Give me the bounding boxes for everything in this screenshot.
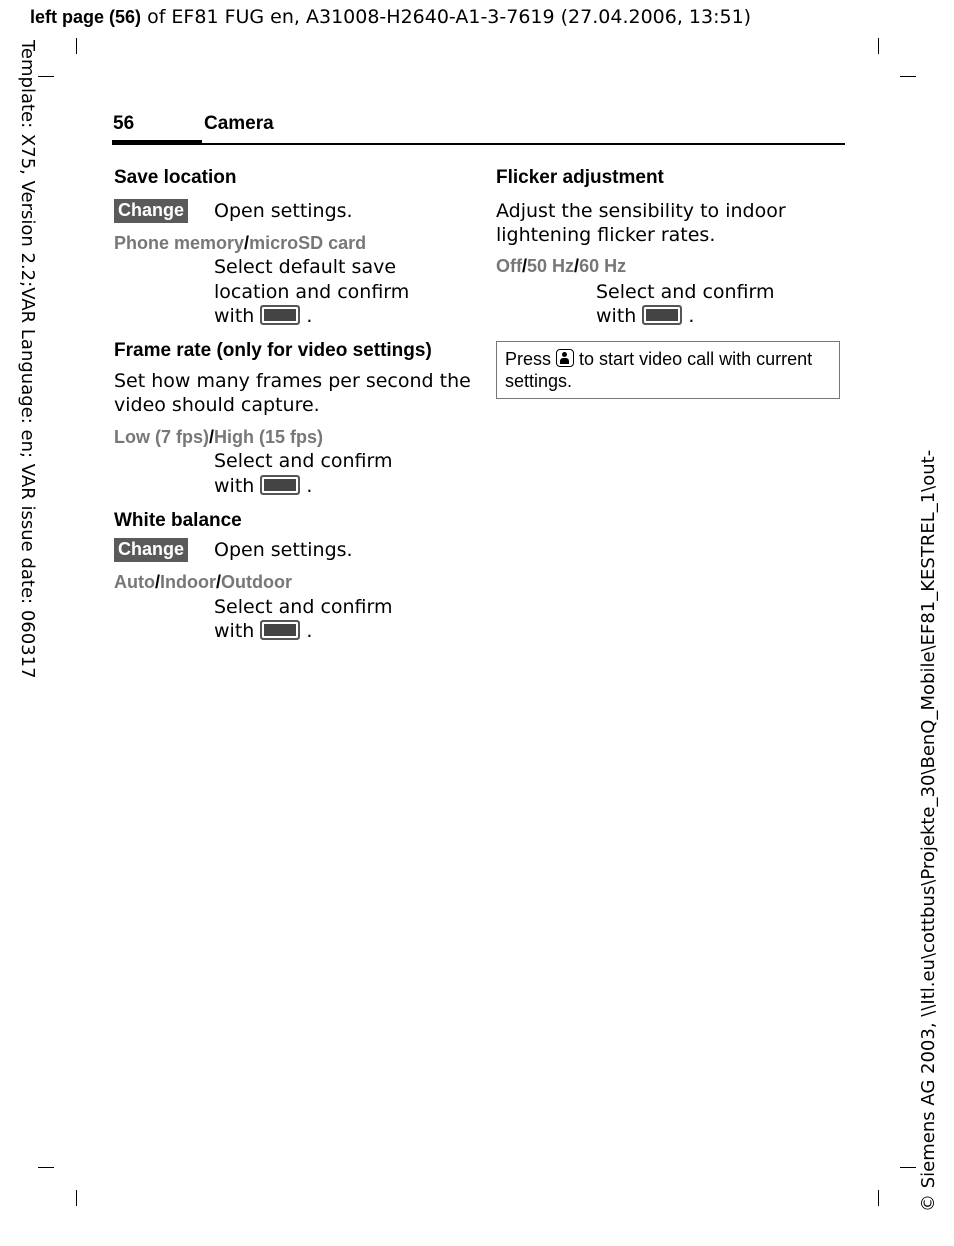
option: 50 Hz bbox=[527, 256, 575, 276]
option-separator: / bbox=[216, 572, 222, 592]
instruction-line bbox=[214, 474, 312, 499]
print-metadata bbox=[30, 6, 751, 28]
flicker-adjustment-heading: Flicker adjustment bbox=[496, 167, 664, 188]
option-list bbox=[114, 427, 323, 448]
change-softkey: Change bbox=[114, 538, 188, 562]
crop-mark bbox=[38, 1167, 54, 1168]
crop-mark bbox=[76, 38, 77, 54]
header-rule bbox=[112, 143, 845, 145]
instruction-line bbox=[214, 619, 312, 644]
video-call-key-icon bbox=[556, 349, 574, 367]
center-key-icon bbox=[260, 620, 300, 640]
instruction-line: location and confirm bbox=[214, 281, 410, 303]
option-separator: / bbox=[244, 233, 250, 253]
crop-mark bbox=[878, 1190, 879, 1206]
description-line: video should capture. bbox=[114, 394, 320, 416]
option-list bbox=[114, 572, 292, 593]
center-key-icon bbox=[260, 305, 300, 325]
save-location-heading: Save location bbox=[114, 167, 237, 188]
template-info-vertical: Template: X75, Version 2.2;VAR Language: en; VAR issue date: 060317 bbox=[17, 40, 38, 679]
description-line: Set how many frames per second the bbox=[114, 370, 471, 392]
crop-mark bbox=[38, 76, 54, 77]
crop-mark bbox=[900, 1167, 916, 1168]
option: Auto bbox=[114, 572, 155, 592]
instruction-word: with bbox=[214, 305, 255, 327]
instruction-line: Select default save bbox=[214, 256, 397, 278]
period: . bbox=[306, 620, 313, 642]
softkey-description: Open settings. bbox=[214, 200, 353, 222]
page-number: 56 bbox=[113, 113, 135, 134]
crop-mark bbox=[900, 76, 916, 77]
option: 60 Hz bbox=[579, 256, 627, 276]
option: Indoor bbox=[160, 572, 216, 592]
period: . bbox=[306, 305, 313, 327]
option: Outdoor bbox=[221, 572, 292, 592]
instruction-word: with bbox=[596, 305, 637, 327]
note-word: Press bbox=[505, 349, 552, 369]
option: Low (7 fps) bbox=[114, 427, 209, 447]
option-list bbox=[114, 233, 366, 254]
center-key-icon bbox=[642, 305, 682, 325]
instruction-line: Select and confirm bbox=[214, 596, 393, 618]
description-line: Adjust the sensibility to indoor bbox=[496, 200, 786, 222]
instruction-line bbox=[214, 304, 312, 329]
option: microSD card bbox=[249, 233, 367, 253]
print-file-info: of EF81 FUG en, A31008-H2640-A1-3-7619 (27.04.2006, 13:51) bbox=[141, 6, 752, 28]
instruction-line: Select and confirm bbox=[596, 281, 775, 303]
instruction-word: with bbox=[214, 620, 255, 642]
option: High (15 fps) bbox=[214, 427, 324, 447]
note-text bbox=[505, 348, 835, 392]
option-separator: / bbox=[522, 256, 528, 276]
instruction-line: Select and confirm bbox=[214, 450, 393, 472]
period: . bbox=[306, 475, 313, 497]
option-list bbox=[496, 256, 626, 277]
instruction-word: with bbox=[214, 475, 255, 497]
instruction-line bbox=[596, 304, 694, 329]
option-separator: / bbox=[209, 427, 215, 447]
option: Off bbox=[496, 256, 522, 276]
note-line: to start video call with current bbox=[579, 349, 813, 369]
option-separator: / bbox=[574, 256, 580, 276]
crop-mark bbox=[878, 38, 879, 54]
period: . bbox=[688, 305, 695, 327]
center-key-icon bbox=[260, 475, 300, 495]
page-title: Camera bbox=[204, 113, 274, 134]
softkey-description: Open settings. bbox=[214, 539, 353, 561]
copyright-path-vertical: © Siemens AG 2003, \\Itl.eu\cottbus\Projekte_30\BenQ_Mobile\EF81_KESTREL_1\out- bbox=[918, 449, 939, 1212]
note-line: settings. bbox=[505, 371, 573, 391]
option: Phone memory bbox=[114, 233, 245, 253]
description-line: lightening flicker rates. bbox=[496, 224, 716, 246]
option-separator: / bbox=[154, 572, 160, 592]
note-box bbox=[496, 341, 840, 399]
crop-mark bbox=[76, 1190, 77, 1206]
print-page-label: left page (56) bbox=[30, 7, 142, 27]
white-balance-heading: White balance bbox=[114, 510, 242, 531]
change-softkey: Change bbox=[114, 199, 188, 223]
frame-rate-heading: Frame rate (only for video settings) bbox=[114, 340, 432, 361]
